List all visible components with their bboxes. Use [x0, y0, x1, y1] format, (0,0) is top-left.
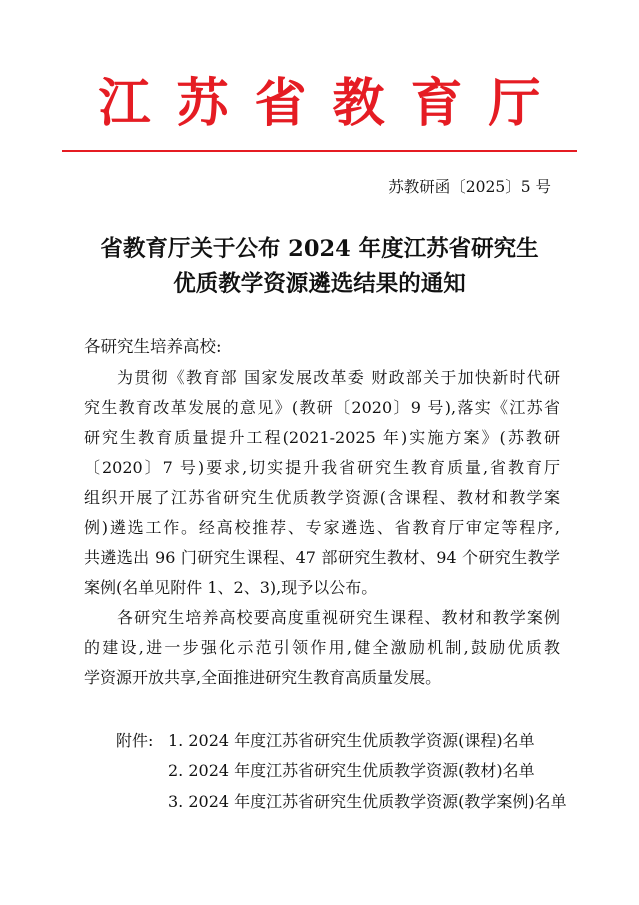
attachment-item-1: 1. 2024 年度江苏省研究生优质教学资源(课程)名单	[168, 731, 535, 750]
paragraph-line: 〔2020〕7 号)要求,切实提升我省研究生教育质量,省教育厅	[84, 458, 560, 477]
paragraph-line: 例)遴选工作。经高校推荐、专家遴选、省教育厅审定等程序,	[84, 518, 560, 537]
attachment-item-3: 3. 2024 年度江苏省研究生优质教学资源(教学案例)名单	[168, 792, 567, 811]
attachments-label: 附件:	[116, 731, 154, 750]
attachment-item-2: 2. 2024 年度江苏省研究生优质教学资源(教材)名单	[168, 761, 535, 780]
paragraph-line: 案例(名单见附件 1、2、3),现予以公布。	[84, 578, 378, 597]
paragraph-line: 的建设,进一步强化示范引领作用,健全激励机制,鼓励优质教	[84, 638, 560, 657]
issuing-organization-header: 江苏省教育厅	[98, 73, 567, 134]
paragraph-line: 共遴选出 96 门研究生课程、47 部研究生教材、94 个研究生教学	[84, 548, 560, 567]
title-line-1: 省教育厅关于公布 2024 年度江苏省研究生	[100, 236, 539, 262]
paragraph-line: 究生教育改革发展的意见》(教研〔2020〕9 号),落实《江苏省	[84, 398, 560, 417]
paragraph-line: 研究生教育质量提升工程(2021-2025 年)实施方案》(苏教研	[84, 428, 560, 447]
paragraph-2	[84, 603, 560, 693]
document-title	[40, 232, 599, 302]
paragraph-1	[84, 363, 560, 603]
addressee: 各研究生培养高校:	[84, 337, 222, 356]
paragraph-line: 组织开展了江苏省研究生优质教学资源(含课程、教材和教学案	[84, 488, 560, 507]
paragraph-line: 为贯彻《教育部 国家发展改革委 财政部关于加快新时代研	[117, 368, 560, 387]
paragraph-line: 学资源开放共享,全面推进研究生教育高质量发展。	[84, 668, 442, 687]
title-line-2: 优质教学资源遴选结果的通知	[173, 271, 466, 297]
document-number: 苏教研函〔2025〕5 号	[388, 178, 551, 196]
paragraph-line: 各研究生培养高校要高度重视研究生课程、教材和教学案例	[117, 608, 560, 627]
red-divider-line	[62, 150, 577, 152]
